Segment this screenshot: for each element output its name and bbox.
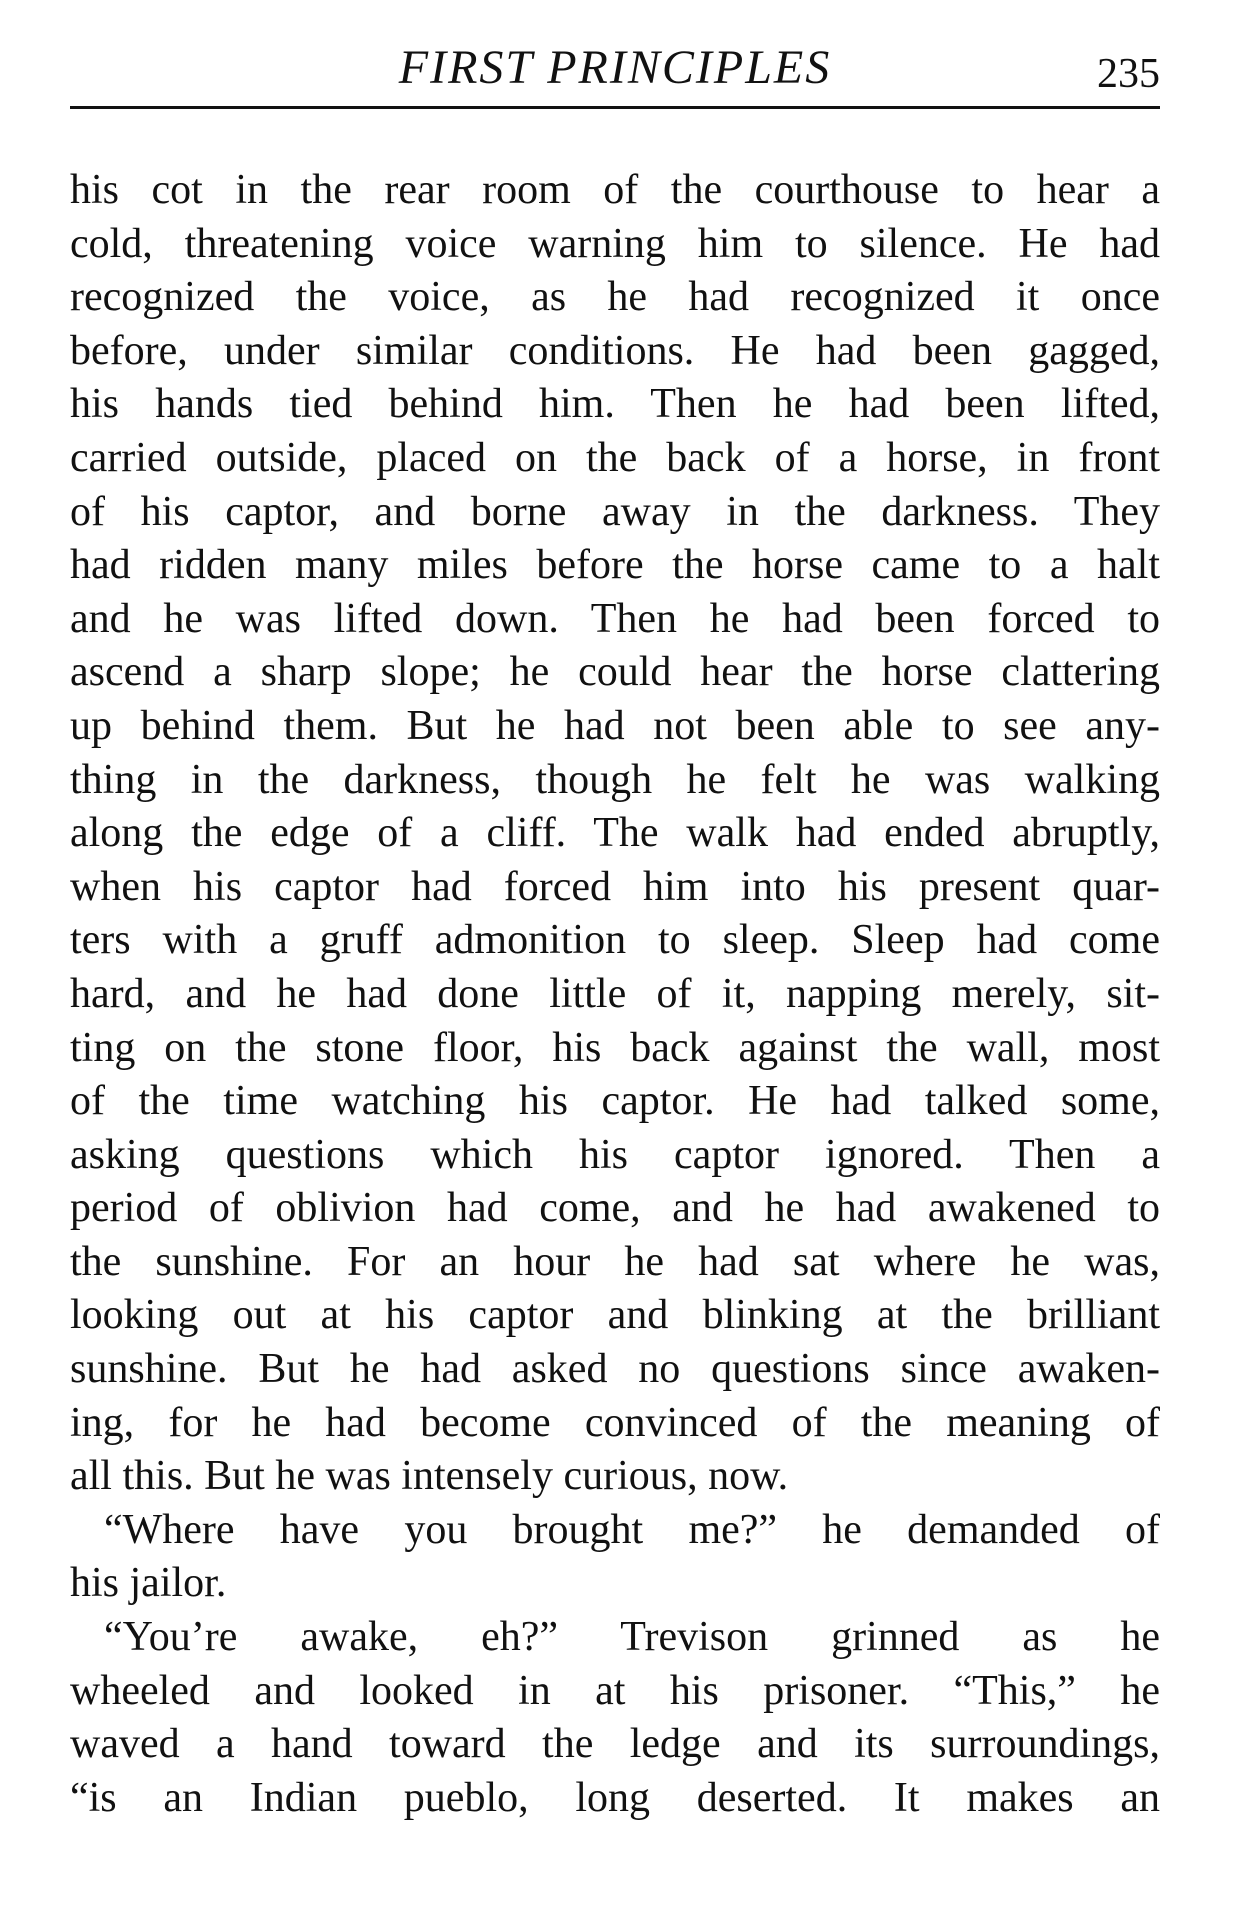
text-line: asking questions which his captor ignored. Then a: [70, 1131, 1160, 1178]
text-line: “Where have you brought me?” he demanded of: [104, 1506, 1160, 1553]
body-text: [70, 164, 1160, 1825]
text-line: his jailor.: [70, 1560, 227, 1607]
text-line: sunshine. But he had asked no questions since awaken-: [70, 1346, 1160, 1393]
text-line: his cot in the rear room of the courthouse to hear a: [70, 167, 1160, 213]
text-line: ting on the stone floor, his back against the wall, most: [70, 1024, 1160, 1071]
text-line: hard, and he had done little of it, napping merely, sit-: [70, 970, 1160, 1017]
text-line: looking out at his captor and blinking at the brilliant: [70, 1292, 1160, 1339]
text-line: of the time watching his captor. He had talked some,: [70, 1078, 1160, 1125]
text-line: ascend a sharp slope; he could hear the horse clattering: [70, 649, 1160, 696]
text-line: “You’re awake, eh?” Trevison grinned as he: [104, 1614, 1160, 1661]
text-line: ters with a gruff admonition to sleep. Sleep had come: [70, 917, 1160, 964]
text-line: recognized the voice, as he had recognized it once: [70, 274, 1160, 321]
text-line: had ridden many miles before the horse came to a halt: [70, 542, 1160, 589]
text-line: “is an Indian pueblo, long deserted. It makes an: [70, 1774, 1160, 1821]
text-line: cold, threatening voice warning him to silence. He had: [70, 220, 1160, 267]
page-number: 235: [1097, 51, 1160, 97]
text-line: the sunshine. For an hour he had sat where he was,: [70, 1238, 1160, 1285]
header-rule: [70, 106, 1160, 109]
text-line: up behind them. But he had not been able to see any-: [70, 702, 1160, 749]
text-line: all this. But he was intensely curious, now.: [70, 1453, 789, 1500]
text-line: carried outside, placed on the back of a horse, in front: [70, 434, 1160, 481]
text-line: before, under similar conditions. He had been gagged,: [70, 327, 1160, 374]
running-head: [70, 38, 1160, 108]
text-line: wheeled and looked in at his prisoner. “This,” he: [70, 1667, 1160, 1714]
text-line: waved a hand toward the ledge and its surroundings,: [70, 1721, 1160, 1768]
text-line: period of oblivion had come, and he had awakened to: [70, 1185, 1160, 1232]
text-line: his hands tied behind him. Then he had been lifted,: [70, 381, 1160, 428]
text-line: along the edge of a cliff. The walk had ended abruptly,: [70, 810, 1160, 857]
text-line: thing in the darkness, though he felt he was walking: [70, 756, 1160, 803]
text-line: of his captor, and borne away in the darkness. They: [70, 488, 1160, 535]
text-line: and he was lifted down. Then he had been forced to: [70, 595, 1160, 642]
text-line: when his captor had forced him into his present quar-: [70, 863, 1160, 910]
chapter-title: FIRST PRINCIPLES: [398, 41, 832, 94]
text-line: ing, for he had become convinced of the meaning of: [70, 1399, 1160, 1446]
